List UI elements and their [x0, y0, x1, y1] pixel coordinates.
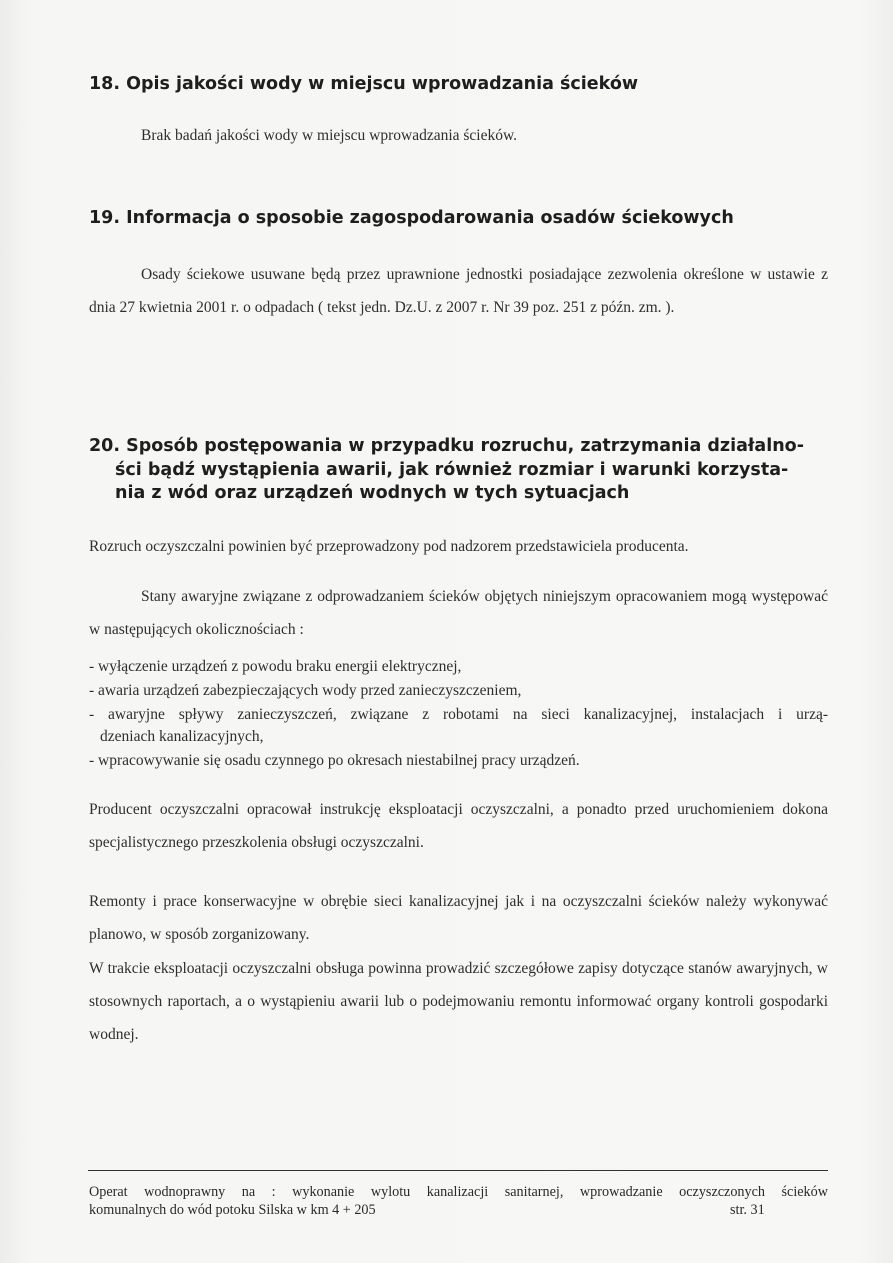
section-20-para-2: Stany awaryjne związane z odprowadzaniem ścieków objętych niniejszym opracowaniem mogą występować w następujących okolicznościach :: [89, 588, 828, 638]
section-20-para-5: W trakcie eksploatacji oczyszczalni obsługa powinna prowadzić szczegółowe zapisy dotyczące stanów awaryjnych, w stosownych raportach, a o wystąpieniu awarii lub o podejmowaniu remontu informować organy kontroli gospodarki wodnej.: [89, 960, 828, 1043]
footer-line-1: Operat wodnoprawny na : wykonanie wylotu kanalizacji sanitarnej, wprowadzanie oczyszczonych ścieków: [89, 1184, 828, 1200]
list-item: - wyłączenie urządzeń z powodu braku energii elektrycznej,: [89, 658, 462, 675]
section-20-heading-line-2: ści bądź wystąpienia awarii, jak również rozmiar i warunki korzysta-: [115, 460, 789, 480]
section-18-text: Brak badań jakości wody w miejscu wprowadzania ścieków.: [141, 127, 518, 144]
section-20-heading-line-1: 20. Sposób postępowania w przypadku rozruchu, zatrzymania działalno-: [89, 436, 804, 456]
footer-divider: [88, 1170, 828, 1171]
list-item: - awaryjne spływy zanieczyszczeń, związane z robotami na sieci kanalizacyjnej, instalacjach i urzą-: [89, 706, 828, 723]
section-20-para-3: Producent oczyszczalni opracował instrukcję eksploatacji oczyszczalni, a ponadto przed uruchomieniem dokona specjalistycznego przeszkolenia obsługi oczyszczalni.: [89, 801, 828, 851]
footer-line-2: komunalnych do wód potoku Silska w km 4 + 205: [89, 1202, 376, 1218]
list-item: - awaria urządzeń zabezpieczających wody przed zanieczyszczeniem,: [89, 682, 522, 699]
page-number: str. 31: [730, 1202, 765, 1218]
section-19-heading: 19. Informacja o sposobie zagospodarowania osadów ściekowych: [89, 208, 734, 228]
list-item-continuation: dzeniach kanalizacyjnych,: [100, 728, 264, 745]
section-20-heading-line-3: nia z wód oraz urządzeń wodnych w tych sytuacjach: [115, 483, 630, 503]
section-20-para-1: Rozruch oczyszczalni powinien być przeprowadzony pod nadzorem przedstawiciela producenta.: [89, 538, 689, 555]
list-item: - wpracowywanie się osadu czynnego po okresach niestabilnej pracy urządzeń.: [89, 752, 580, 769]
section-19-text: Osady ściekowe usuwane będą przez uprawnione jednostki posiadające zezwolenia określone w ustawie z dnia 27 kwietnia 2001 r. o odpadach ( tekst jedn. Dz.U. z 2007 r. Nr 39 poz. 251 z późn. zm. ).: [89, 266, 828, 316]
section-18-heading: 18. Opis jakości wody w miejscu wprowadzania ścieków: [89, 74, 639, 94]
section-20-para-4: Remonty i prace konserwacyjne w obrębie sieci kanalizacyjnej jak i na oczyszczalni ścieków należy wykonywać planowo, w sposób zorganizowany.: [89, 893, 828, 943]
